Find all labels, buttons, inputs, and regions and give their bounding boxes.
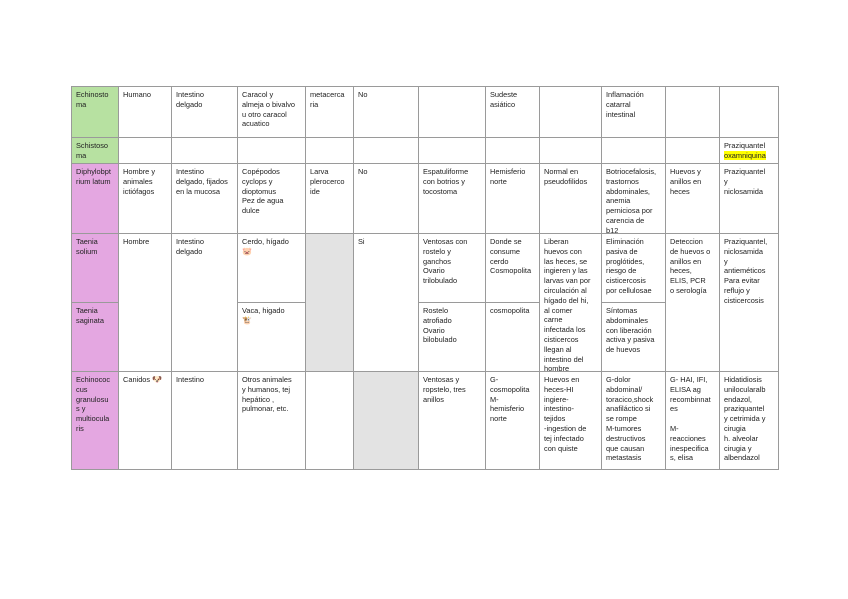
clinical-cell [602,138,666,164]
distribution-cell [486,138,540,164]
distribution-cell: Sudeste asiático [486,87,540,138]
diagnosis-cell: Deteccion de huevos o anillos en heces, ELIS, PCR o serología [666,234,720,372]
dog-icon: 🐶 [152,375,163,384]
location-cell: Intestino delgado [172,234,238,372]
species-cell: Diphylobpt rium latum [72,164,119,234]
intermediate-host-cell [238,234,306,303]
morphology-cell: Ventosas y ropstelo, tres anillos [419,372,486,470]
clinical-text: Botriocefalosis, trastornos abdominales, anemia perniciosa por carencia de b12 [606,167,657,235]
treatment-cell [720,138,779,164]
autoinfection-cell: No [354,164,419,234]
species-cell: Echinosto ma [72,87,119,138]
distribution-cell: cosmopolita [486,303,540,372]
location-cell [172,138,238,164]
species-cell: Taenia solium [72,234,119,303]
table-row [72,138,779,164]
species-cell: Echinococ cus granulosu s y multiocula ris [72,372,119,470]
infective-stage-cell: Larva plerocerco ide [306,164,354,234]
intermediate-host-cell [238,303,306,372]
morphology-cell [419,138,486,164]
treatment-cell: Hidatidiosis unilocularalb endazol, praziquantel y cetrimida y cirugia h. alveolar cirugia y albendazol [720,372,779,470]
host-cell: Humano [119,87,172,138]
host-text: Canidos [123,375,151,384]
eggs-cell: Huevos en heces-HI ingiere- intestino- tejidos -ingestion de tej infectado con quiste [540,372,602,470]
autoinfection-cell [354,372,419,470]
intermediate-text: Cerdo, hígado [242,237,289,246]
autoinfection-cell: Si [354,234,419,372]
cow-icon: 🐮 [242,315,252,325]
distribution-cell: G- cosmopolita M- hemisferio norte [486,372,540,470]
morphology-cell: Ventosas con rostelo y ganchos Ovario trilobulado [419,234,486,303]
intermediate-host-cell: Copépodos cyclops y dioptomus Pez de agua dulce [238,164,306,234]
pig-icon: 🐷 [242,246,252,256]
morphology-cell: Rostelo atrofiado Ovario bilobulado [419,303,486,372]
host-cell [119,138,172,164]
treatment-cell: Praziquantel y niclosamida [720,164,779,234]
clinical-cell [602,164,666,234]
eggs-cell [540,234,602,372]
location-cell: Intestino [172,372,238,470]
infective-stage-cell [306,372,354,470]
infective-stage-cell: metacerca ria [306,87,354,138]
treatment-cell: Praziquantel, niclosamida y antieméticos Para evitar reflujo y cisticercosis [720,234,779,372]
eggs-cell [540,138,602,164]
clinical-cell: G-dolor abdominal/ toracico,shock anafiláctico si se rompe M-tumores destructivos que causan metastasis [602,372,666,470]
treatment-text: Praziquantel [724,141,766,150]
eggs-text: Liberan huevos con las heces, se ingieren y las larvas van por circulación al hígado del hi, al comer carne infectada los cisticercos llegan al intestino del hombre [544,237,591,374]
intermediate-host-cell [238,138,306,164]
diagnosis-cell: G- HAI, IFI, ELISA ag recombinnat es M- reacciones inespecifica s, elisa [666,372,720,470]
treatment-cell [720,87,779,138]
location-cell: Intestino delgado, fijados en la mucosa [172,164,238,234]
distribution-cell: Donde se consume cerdo Cosmopolita [486,234,540,303]
clinical-cell: Eliminación pasiva de proglótides, riesgo de cisticercosis por cellulosae [602,234,666,303]
eggs-cell [540,87,602,138]
species-cell: Taenia saginata [72,303,119,372]
table-row [72,372,779,470]
host-cell: Hombre [119,234,172,372]
intermediate-text: Vaca, higado [242,306,285,315]
morphology-cell: Espatuliforme con botrios y tocostoma [419,164,486,234]
infective-stage-cell [306,138,354,164]
table-row [72,164,779,234]
clinical-cell: Síntomas abdominales con liberación activa y pasiva de huevos [602,303,666,372]
clinical-cell: Inflamación catarral intestinal [602,87,666,138]
intermediate-host-cell: Otros animales y humanos, tej hepático , pulmonar, etc. [238,372,306,470]
morphology-cell [419,87,486,138]
distribution-cell: Hemisferio norte [486,164,540,234]
host-cell [119,372,172,470]
species-cell: Schistoso ma [72,138,119,164]
parasite-table [71,86,779,470]
diagnosis-cell [666,87,720,138]
autoinfection-cell: No [354,87,419,138]
eggs-cell: Normal en pseudofilidos [540,164,602,234]
infective-stage-cell [306,234,354,372]
autoinfection-cell [354,138,419,164]
intermediate-host-cell: Caracol y almeja o bivalvo u otro caracol acuatico [238,87,306,138]
table-row [72,234,779,303]
host-cell: Hombre y animales ictiófagos [119,164,172,234]
diagnosis-cell [666,138,720,164]
table-row [72,87,779,138]
highlighted-treatment: oxamniquina [724,150,766,160]
diagnosis-cell: Huevos y anillos en heces [666,164,720,234]
location-cell: Intestino delgado [172,87,238,138]
